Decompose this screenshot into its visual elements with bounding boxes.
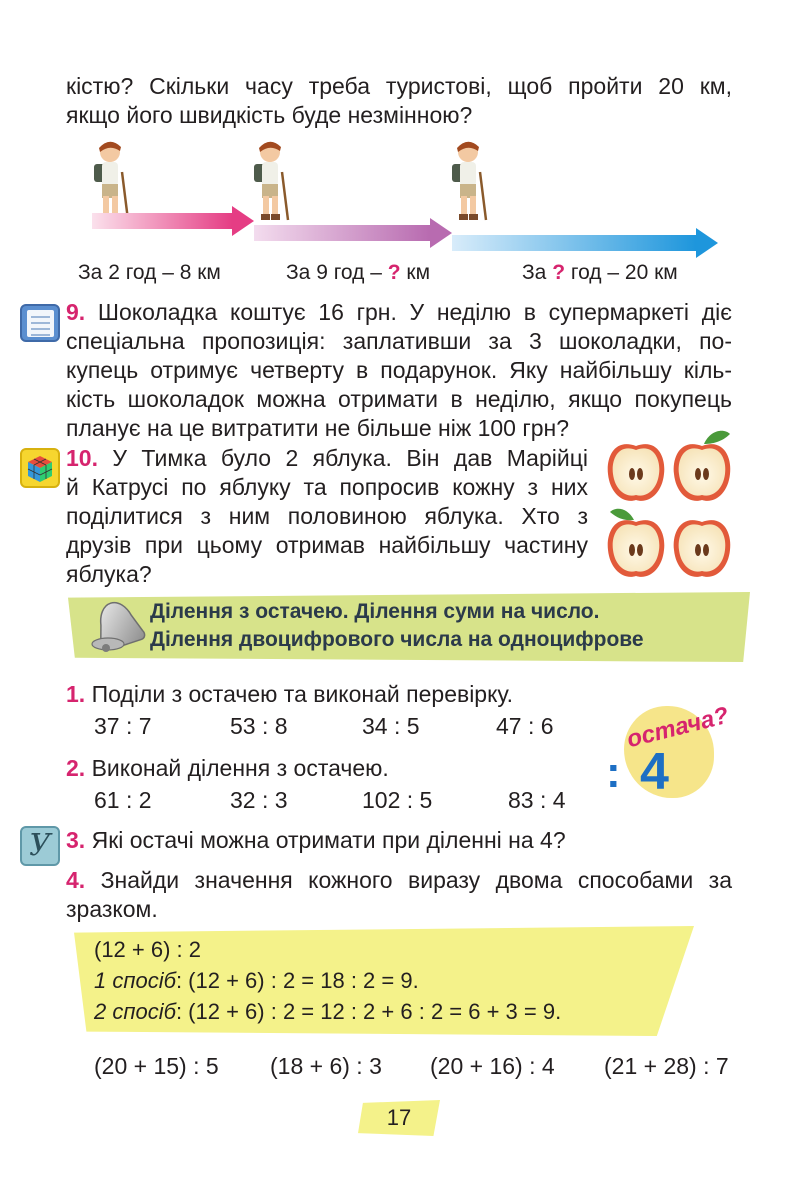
exercise-number: 4.: [66, 867, 86, 893]
apple-halves-illustration: [604, 428, 734, 580]
exercise-number: 2.: [66, 755, 86, 781]
hiker-figure: [248, 138, 298, 224]
rubik-cube-icon: [20, 448, 60, 488]
exercise-2: 2. Виконай ділення з остачею.: [66, 755, 389, 781]
badge-sign: :: [606, 748, 621, 797]
exercise-1-item: 47 : 6: [496, 713, 554, 739]
exercise-number: 1.: [66, 681, 86, 707]
apple-half-icon: [674, 431, 731, 501]
exercise-4-item: (21 + 28) : 7: [604, 1053, 729, 1079]
apple-half-icon: [608, 444, 665, 501]
task-number: 10.: [66, 445, 98, 471]
remainder-badge: [604, 696, 734, 806]
arrow-segment-1: [92, 206, 254, 236]
task-10: 10. У Тимка було 2 яблука. Він дав Марійці й Катрусі по яблуку та попросив кожну з них поділитися з ним половиною яблука. Хто з друзів при цьому отримав найбільшу частину яблука?: [66, 445, 588, 587]
apple-half-icon: [674, 520, 731, 577]
badge-digit: 4: [640, 743, 669, 801]
hiker-figure: [446, 138, 496, 224]
exercise-1-item: 34 : 5: [362, 713, 420, 739]
badge-word: остача?: [624, 701, 732, 754]
letter-u-icon: У: [20, 826, 60, 866]
caption-1: За 2 год – 8 км: [78, 261, 221, 284]
sample-solution: (12 + 6) : 2 1 спосіб: (12 + 6) : 2 = 18 : 2 = 9. 2 спосіб: (12 + 6) : 2 = 12 : 2 + 6 : 2 = 6 + 3 = 9.: [94, 937, 562, 1024]
bell-icon: [88, 598, 146, 654]
hiker-diagram: [0, 130, 800, 290]
exercise-2-item: 83 : 4: [508, 787, 566, 813]
caption-3: За ? год – 20 км: [522, 261, 678, 284]
exercise-1-item: 53 : 8: [230, 713, 288, 739]
intro-line: якщо його швидкість буде незмінною?: [66, 102, 473, 128]
caption-2: За 9 год – ? км: [286, 261, 431, 284]
exercise-1: 1. Поділи з остачею та виконай перевірку.: [66, 681, 514, 707]
intro-line: кістю? Скільки часу треба туристові, щоб пройти 20 км,: [66, 73, 732, 99]
notebook-icon: [20, 304, 60, 342]
lesson-title: Ділення з остачею. Ділення суми на число. Ділення двоцифрового числа на одноцифрове: [150, 600, 644, 651]
exercise-4-item: (20 + 15) : 5: [94, 1053, 219, 1079]
intro-text: [66, 72, 732, 130]
exercise-2-item: 102 : 5: [362, 787, 433, 813]
task-9: 9. Шоколадка коштує 16 грн. У неділю в супермаркеті діє спеціальна пропозиція: заплативши за 3 шоколадки, по- купець отримує четверту в подарунок. Яку найбільшу кіль- кість шоколадок можна отримати в неділю, якщо покупець планує на це витратити не більше ніж 100 грн?: [66, 299, 732, 441]
exercise-2-item: 32 : 3: [230, 787, 288, 813]
exercise-4-item: (20 + 16) : 4: [430, 1053, 555, 1079]
arrow-segment-2: [254, 218, 452, 248]
apple-half-icon: [608, 509, 665, 577]
exercise-2-item: 61 : 2: [94, 787, 152, 813]
exercise-4-item: (18 + 6) : 3: [270, 1053, 382, 1079]
page-number: 17: [386, 1105, 412, 1130]
task-number: 9.: [66, 299, 86, 325]
exercise-1-item: 37 : 7: [94, 713, 152, 739]
exercise-number: 3.: [66, 827, 86, 853]
arrow-segment-3: [452, 228, 718, 258]
exercise-4: 4. Знайди значення кожного виразу двома способами за зразком.: [66, 867, 732, 922]
exercise-3: 3. Які остачі можна отримати при діленні на 4?: [66, 827, 566, 853]
